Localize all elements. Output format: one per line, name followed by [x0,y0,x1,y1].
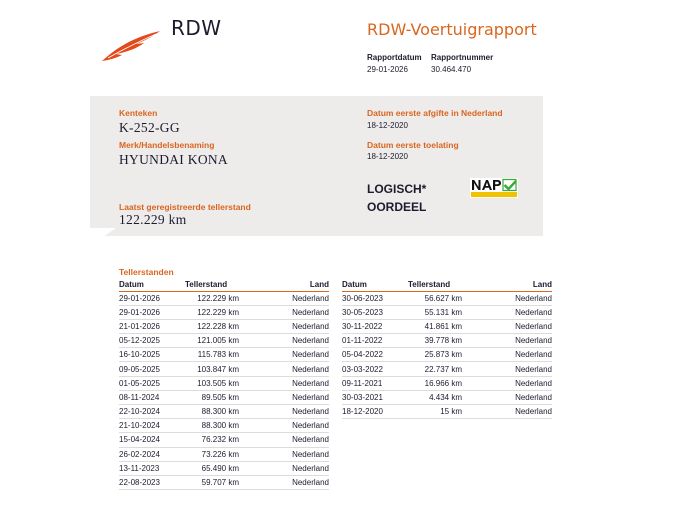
cell-date: 21-10-2024 [119,419,183,433]
odometer-label: Laatst geregistreerde tellerstand [119,202,251,212]
cell-country: Nederland [466,390,552,404]
report-date: 29-01-2026 [367,65,408,74]
table-row [119,319,329,333]
cell-country: Nederland [243,433,329,447]
cell-country: Nederland [243,376,329,390]
cell-reading: 122.229 km [183,291,243,305]
table-row [119,419,329,433]
cell-reading: 59.707 km [183,475,243,489]
odometer-value: 122.229 km [119,212,187,227]
cell-date: 09-11-2021 [342,376,406,390]
col-header-date: Datum [119,280,183,291]
table-row [119,447,329,461]
cell-date: 26-02-2024 [119,447,183,461]
cell-country: Nederland [243,447,329,461]
table-row [342,291,552,305]
readings-section-title: Tellerstanden [119,267,174,277]
cell-date: 01-05-2025 [119,376,183,390]
cell-date: 30-03-2021 [342,390,406,404]
report-date-label: Rapportdatum [367,53,422,62]
table-row [119,376,329,390]
cell-reading: 15 km [406,405,466,419]
cell-country: Nederland [243,475,329,489]
cell-date: 01-11-2022 [342,334,406,348]
verdict-line-2: OORDEEL [367,200,427,214]
col-header-reading: Tellerstand [183,280,243,291]
make-label: Merk/Handelsbenaming [119,140,215,150]
cell-country: Nederland [243,291,329,305]
plate-label: Kenteken [119,108,158,118]
cell-reading: 76.232 km [183,433,243,447]
cell-reading: 121.005 km [183,334,243,348]
cell-country: Nederland [243,348,329,362]
table-row [119,475,329,489]
cell-date: 13-11-2023 [119,461,183,475]
table-row [119,348,329,362]
cell-country: Nederland [466,405,552,419]
cell-reading: 39.778 km [406,334,466,348]
table-row [119,334,329,348]
cell-reading: 103.847 km [183,362,243,376]
cell-reading: 73.226 km [183,447,243,461]
first-admission-label: Datum eerste toelating [367,140,459,150]
cell-reading: 25.873 km [406,348,466,362]
verdict-line-1: LOGISCH* [367,182,427,196]
cell-country: Nederland [466,319,552,333]
brand-name: RDW [171,16,222,40]
table-row [342,405,552,419]
vehicle-make: HYUNDAI KONA [119,152,228,167]
cell-date: 08-11-2024 [119,390,183,404]
cell-reading: 41.861 km [406,319,466,333]
table-row [119,405,329,419]
cell-country: Nederland [243,334,329,348]
table-header-row [119,280,329,291]
cell-date: 05-04-2022 [342,348,406,362]
first-issue-nl-label: Datum eerste afgifte in Nederland [367,108,503,118]
cell-reading: 55.131 km [406,305,466,319]
cell-date: 30-05-2023 [342,305,406,319]
cell-reading: 4.434 km [406,390,466,404]
table-row [119,362,329,376]
nap-logo-icon [470,178,518,198]
cell-reading: 16.966 km [406,376,466,390]
panel-corner-cut [90,228,116,246]
cell-country: Nederland [243,305,329,319]
cell-date: 16-10-2025 [119,348,183,362]
cell-country: Nederland [466,334,552,348]
cell-reading: 65.490 km [183,461,243,475]
cell-date: 29-01-2026 [119,291,183,305]
cell-country: Nederland [466,376,552,390]
cell-date: 21-01-2026 [119,319,183,333]
cell-country: Nederland [243,461,329,475]
license-plate: K-252-GG [119,120,180,135]
cell-date: 22-10-2024 [119,405,183,419]
cell-reading: 122.228 km [183,319,243,333]
first-admission-date: 18-12-2020 [367,152,408,161]
cell-date: 29-01-2026 [119,305,183,319]
cell-country: Nederland [466,362,552,376]
report-title: RDW-Voertuigrapport [367,20,537,39]
cell-country: Nederland [243,362,329,376]
cell-country: Nederland [466,305,552,319]
cell-country: Nederland [243,390,329,404]
table-row [119,461,329,475]
table-header-row [342,280,552,291]
table-row [119,291,329,305]
col-header-country: Land [466,280,552,291]
report-number: 30.464.470 [431,65,472,74]
col-header-country: Land [243,280,329,291]
table-row [342,334,552,348]
cell-reading: 122.229 km [183,305,243,319]
cell-country: Nederland [243,419,329,433]
readings-table-left [119,280,329,490]
cell-reading: 89.505 km [183,390,243,404]
cell-reading: 88.300 km [183,419,243,433]
rdw-feather-logo-icon [100,28,162,62]
cell-reading: 88.300 km [183,405,243,419]
cell-reading: 103.505 km [183,376,243,390]
cell-country: Nederland [243,405,329,419]
table-row [119,390,329,404]
table-row [342,319,552,333]
readings-table-right [342,280,552,419]
cell-date: 15-04-2024 [119,433,183,447]
cell-reading: 56.627 km [406,291,466,305]
cell-date: 18-12-2020 [342,405,406,419]
table-row [119,433,329,447]
cell-reading: 115.783 km [183,348,243,362]
table-row [119,305,329,319]
cell-date: 09-05-2025 [119,362,183,376]
table-row [342,305,552,319]
cell-date: 05-12-2025 [119,334,183,348]
table-row [342,390,552,404]
cell-reading: 22.737 km [406,362,466,376]
cell-date: 30-06-2023 [342,291,406,305]
table-row [342,376,552,390]
col-header-date: Datum [342,280,406,291]
report-number-label: Rapportnummer [431,53,494,62]
cell-country: Nederland [466,291,552,305]
cell-date: 03-03-2022 [342,362,406,376]
table-row [342,348,552,362]
cell-country: Nederland [466,348,552,362]
cell-country: Nederland [243,319,329,333]
col-header-reading: Tellerstand [406,280,466,291]
cell-date: 22-08-2023 [119,475,183,489]
first-issue-nl-date: 18-12-2020 [367,121,408,130]
table-row [342,362,552,376]
cell-date: 30-11-2022 [342,319,406,333]
